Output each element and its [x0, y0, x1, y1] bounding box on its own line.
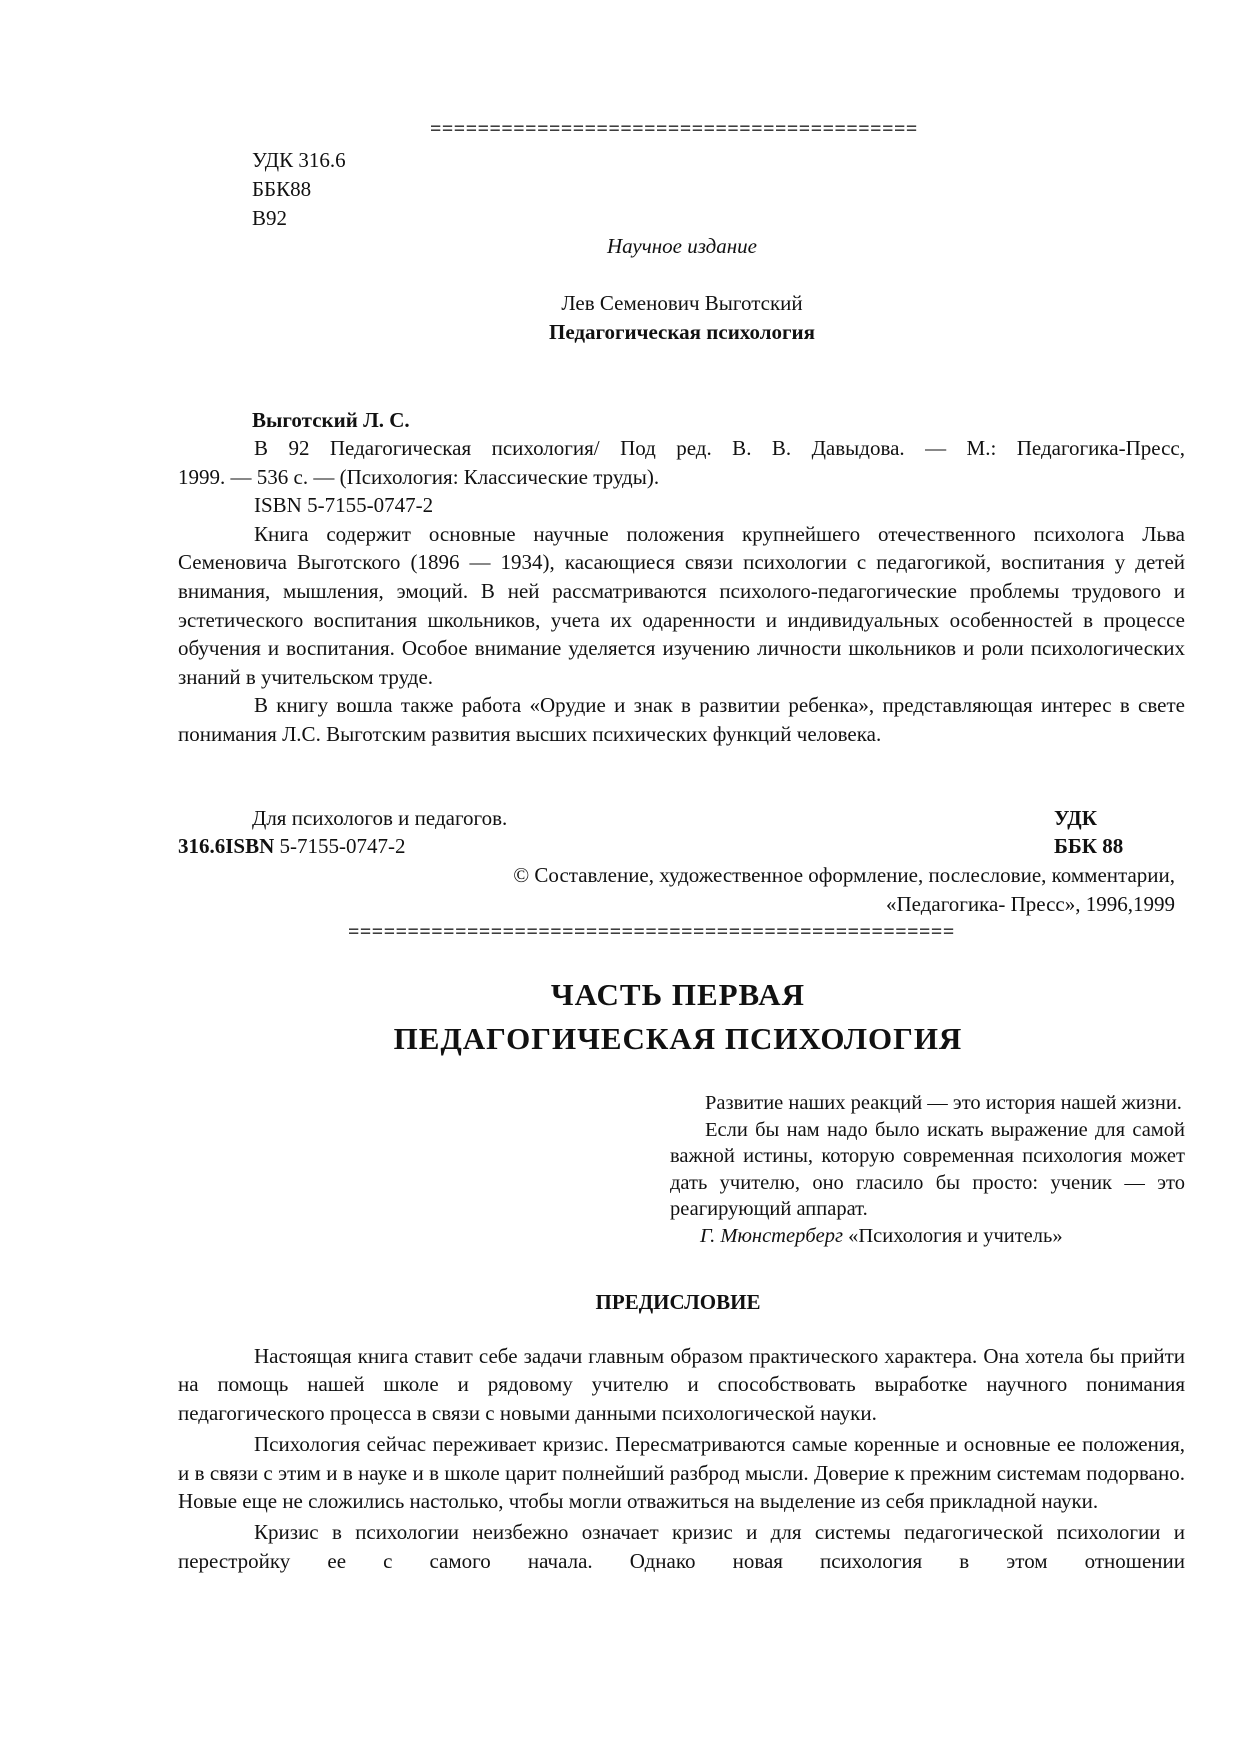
preface-title: ПРЕДИСЛОВИЕ [595, 1290, 761, 1314]
preface-paragraph-1: Настоящая книга ставит себе задачи главным образом практического характера. Она хотела бы прийти на помощь нашей школе и рядовому учителю и способствовать выработке научного понимания педагогического процесса в связи с новыми данными психологической науки. [178, 1344, 1185, 1425]
catalog-description [178, 434, 1185, 749]
annotation-paragraph-2: В книгу вошла также работа «Орудие и знак в развитии ребенка», представляющая интерес в свете понимания Л.С. Выготским развития высших психических функций человека. [178, 693, 1185, 746]
epigraph-paragraph-1: Развитие наших реакций — это история нашей жизни. [705, 1092, 1182, 1114]
author-mark-code: В92 [252, 206, 288, 230]
udk-code: УДК 316.6 [252, 148, 346, 172]
preface-body [178, 1342, 1185, 1578]
epigraph [670, 1090, 1185, 1249]
audience-line: Для психологов и педагогов. [252, 806, 508, 830]
catalog-author: Выготский Л. С. [252, 408, 410, 432]
isbn-number: 5-7155-0747-2 [274, 834, 406, 858]
catalog-isbn: ISBN 5-7155-0747-2 [254, 493, 434, 518]
part-heading-2: ПЕДАГОГИЧЕСКАЯ ПСИХОЛОГИЯ [393, 1021, 963, 1056]
author-full-name: Лев Семенович Выготский [561, 291, 803, 315]
epigraph-author: Г. Мюнстерберг [700, 1224, 843, 1247]
catalog-line-2: 1999. — 536 с. — (Психология: Классические труды). [178, 464, 660, 489]
book-title: Педагогическая психология [548, 320, 815, 344]
part-heading-1: ЧАСТЬ ПЕРВАЯ [550, 977, 806, 1012]
preface-paragraph-2: Психология сейчас переживает кризис. Пересматриваются самые коренные и основные ее положения, и в связи с этим и в науке и в школе царит полнейший разброд мысли. Доверие к прежним системам подорвано. Новые еще не сложились настолько, чтобы могли отважиться на выделение из себя прикладной науки. [178, 1432, 1185, 1514]
udk-number: 316.6 [178, 834, 226, 858]
epigraph-paragraph-2: Если бы нам надо было искать выражение для самой важной истины, которую современная психология может дать учителю, оно гласило бы просто: ученик — это реагирующий аппарат. [670, 1118, 1185, 1220]
edition-type: Научное издание [607, 234, 757, 258]
epigraph-source: «Психология и учитель» [842, 1224, 1063, 1247]
top-rule: ========================================= [430, 118, 918, 140]
copyright-line-2: «Педагогика- Пресс», 1996,1999 [885, 892, 1175, 916]
copyright-line-1: © Составление, художественное оформление, послесловие, комментарии, [513, 863, 1175, 887]
catalog-line-1: В 92 Педагогическая психология/ Под ред. В. В. Давыдова. — М.: Педагогика-Пресс, [254, 436, 1185, 460]
bbk-label: ББК 88 [1054, 834, 1124, 858]
isbn-label: ISBN [225, 834, 275, 858]
udk-isbn-line [178, 832, 406, 860]
bbk-code: ББК88 [252, 177, 312, 201]
bottom-rule: =================================================== [348, 921, 955, 943]
epigraph-attribution [670, 1223, 1185, 1250]
udk-label: УДК [1054, 806, 1097, 830]
annotation-paragraph: Книга содержит основные научные положения крупнейшего отечественного психолога Льва Семеновича Выготского (1896 — 1934), касающиеся связи психологии с педагогикой, воспитания у детей внимания, мышления, эмоций. В ней рассматриваются психолого-педагогические проблемы трудового и эстетического воспитания школьников, учета их одаренности и индивидуальных особенностей в процессе обучения и воспитания. Особое внимание уделяется изучению личности школьников и роли психологических знаний в учительском труде. [178, 521, 1185, 689]
preface-paragraph-3: Кризис в психологии неизбежно означает кризис и для системы педагогической психологии и перестройку ее с самого начала. Однако новая психология в этом отношении [178, 1520, 1185, 1573]
